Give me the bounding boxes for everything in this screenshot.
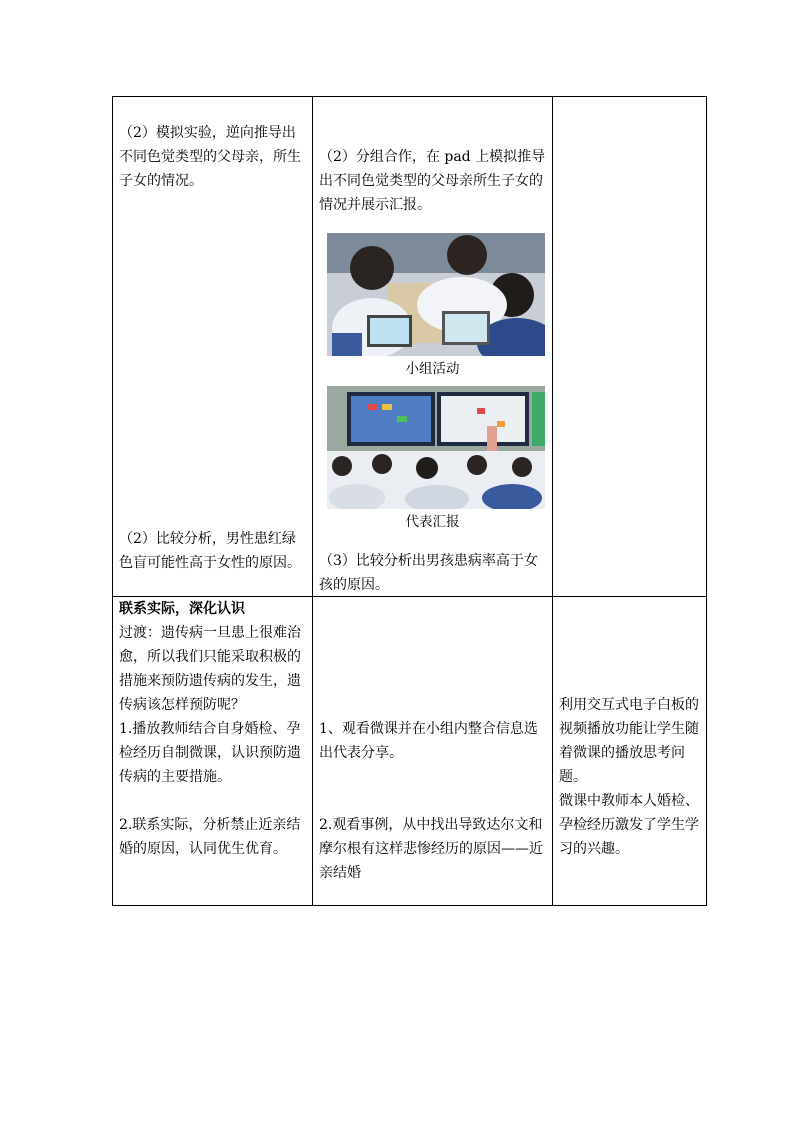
teacher-transition: 过渡：遗传病一旦患上很难治愈，所以我们只能采取积极的措施来预防遗传病的发生，遗传病该怎样预防呢？ (119, 625, 301, 713)
student-activity-cell (313, 597, 553, 906)
teacher-step-comparison: （2）比较分析，男性患红绿色盲可能性高于女性的原因。 (119, 531, 301, 571)
representative-report-photo (327, 386, 545, 509)
table-row (113, 597, 707, 906)
teacher-activity-cell (113, 597, 313, 906)
representative-report-caption: 代表汇报 (405, 514, 460, 530)
design-note-cell (553, 597, 707, 906)
design-note-whiteboard: 利用交互式电子白板的视频播放功能让学生随着微课的播放思考问题。 (559, 697, 699, 785)
section-heading: 联系实际，深化认识 (119, 601, 245, 617)
classroom-report-image-icon (327, 386, 545, 509)
group-activity-caption: 小组活动 (405, 361, 460, 377)
student-step-group-work: （2）分组合作，在 pad 上模拟推导出不同色觉类型的父母亲所生子女的情况并展示汇报。 (319, 149, 546, 213)
student-step-comparison: （3）比较分析出男孩患病率高于女孩的原因。 (319, 553, 538, 593)
teacher-step-simulation: （2）模拟实验，逆向推导出不同色觉类型的父母亲，所生子女的情况。 (119, 125, 301, 189)
group-activity-photo (327, 233, 545, 356)
student-step-watch-micro-lesson: 1、观看微课并在小组内整合信息选出代表分享。 (319, 721, 538, 761)
student-step-case-study: 2.观看事例，从中找出导致达尔文和摩尔根有这样悲惨经历的原因——近亲结婚 (319, 817, 543, 881)
teacher-step-real-life: 2.联系实际，分析禁止近亲结婚的原因，认同优生优育。 (119, 817, 301, 857)
design-note-cell (553, 97, 707, 597)
table-row (113, 97, 707, 597)
design-note-motivation: 微课中教师本人婚检、孕检经历激发了学生学习的兴趣。 (559, 793, 699, 857)
student-activity-cell (313, 97, 553, 597)
lesson-plan-table (112, 96, 707, 906)
teacher-step-micro-lesson: 1.播放教师结合自身婚检、孕检经历自制微课，认识预防遗传病的主要措施。 (119, 721, 301, 785)
group-activity-image-icon (327, 233, 545, 356)
teacher-activity-cell (113, 97, 313, 597)
